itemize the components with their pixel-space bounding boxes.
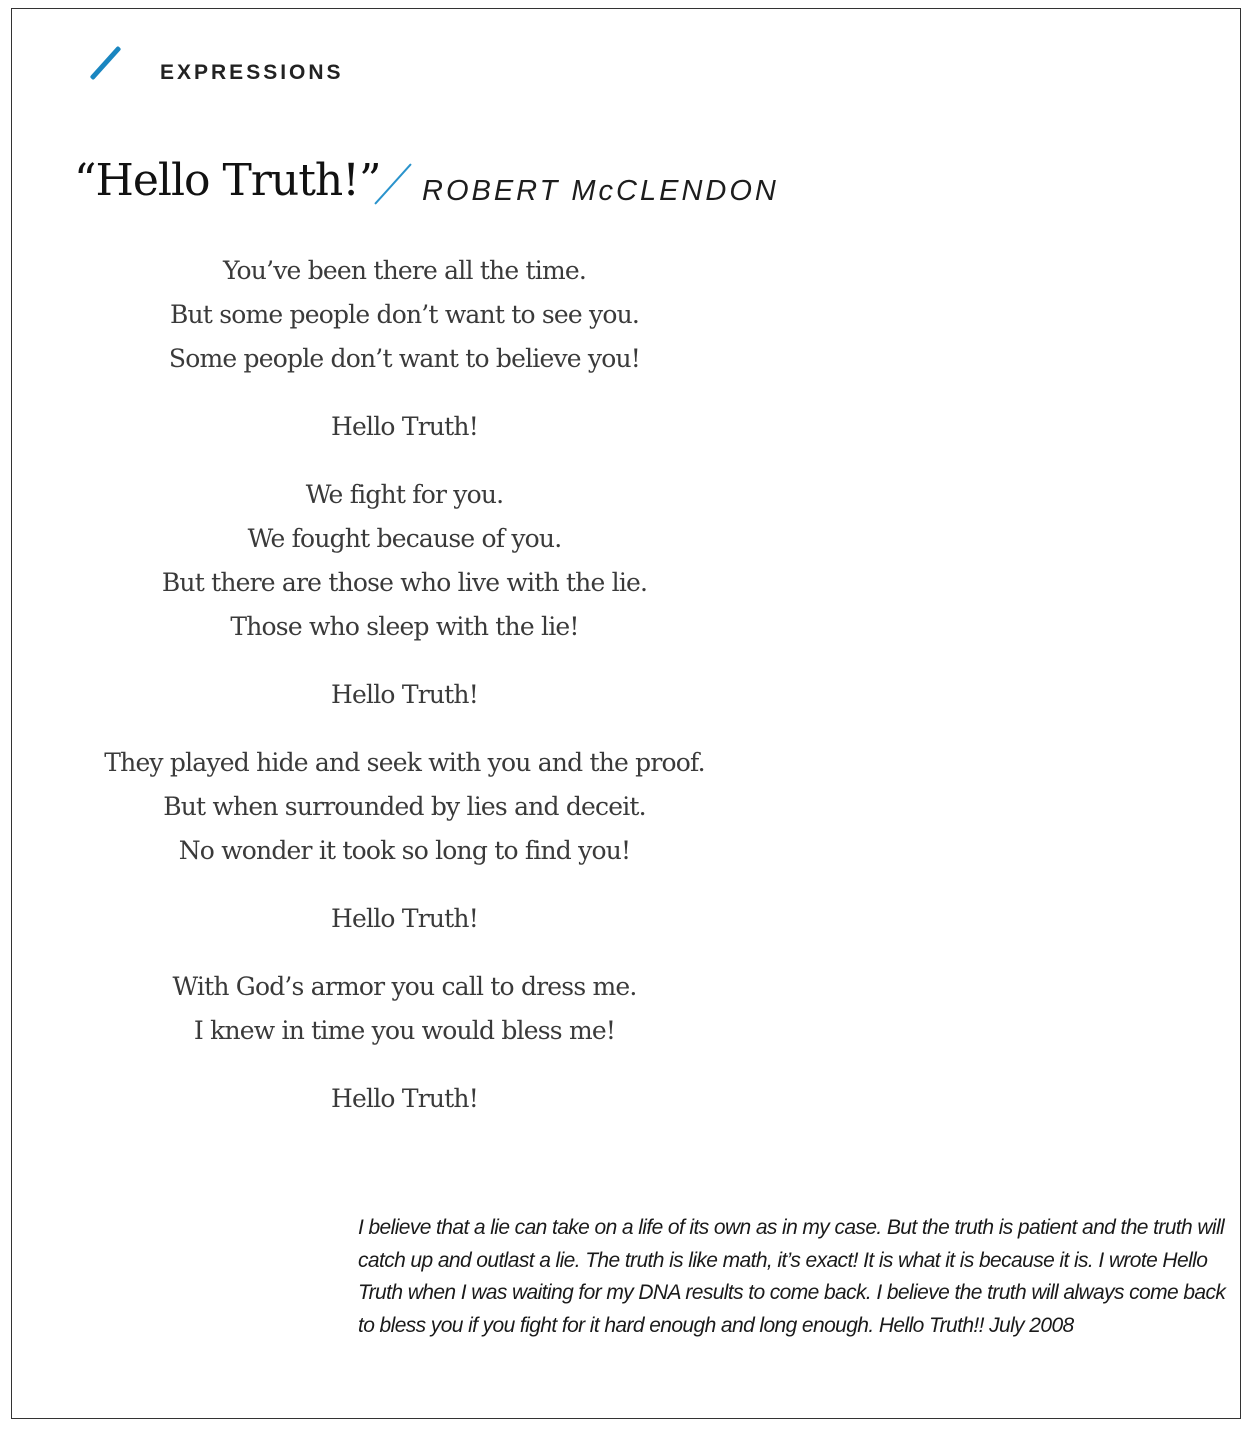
stanza-3 xyxy=(102,741,707,873)
poem-line: No wonder it took so long to find you! xyxy=(178,836,631,865)
stanza-4 xyxy=(102,965,707,1053)
accent-slash-icon xyxy=(90,46,122,81)
poem-line: But there are those who live with the lie. xyxy=(161,568,648,597)
refrain-2: Hello Truth! xyxy=(331,680,478,709)
poem-author: ROBERT McCLENDON xyxy=(422,175,779,207)
poem-line: You’ve been there all the time. xyxy=(223,256,586,285)
section-label: EXPRESSIONS xyxy=(160,61,344,84)
poem-line: I knew in time you would bless me! xyxy=(193,1016,616,1045)
poem-line: Those who sleep with the lie! xyxy=(230,612,579,641)
author-note: I believe that a lie can take on a life of its own as in my case. But the truth is patient and the truth will catch up and outlast a lie. The truth is like math, it’s exact! It is what it is because it is. I wrote Hello Truth when I was waiting for my DNA results to come back. I believe the truth will always come back to bless you if you fight for it hard enough and long enough. Hello Truth!! July 2008 xyxy=(358,1216,1226,1337)
refrain-3: Hello Truth! xyxy=(331,904,478,933)
poem-line: They played hide and seek with you and the proof. xyxy=(104,748,705,777)
refrain-4: Hello Truth! xyxy=(331,1084,478,1113)
poem-line: We fight for you. xyxy=(305,480,504,509)
page-frame xyxy=(11,8,1241,1419)
poem-line: We fought because of you. xyxy=(247,524,562,553)
poem-line: But some people don’t want to see you. xyxy=(169,300,640,329)
stanza-2 xyxy=(102,473,707,649)
poem-title: “Hello Truth!” xyxy=(74,155,381,206)
poem-line: With God’s armor you call to dress me. xyxy=(172,972,637,1001)
poem-body xyxy=(102,249,707,1145)
refrain-1: Hello Truth! xyxy=(331,412,478,441)
poem-line: But when surrounded by lies and deceit. xyxy=(163,792,646,821)
stanza-1 xyxy=(102,249,707,381)
poem-line: Some people don’t want to believe you! xyxy=(168,344,641,373)
